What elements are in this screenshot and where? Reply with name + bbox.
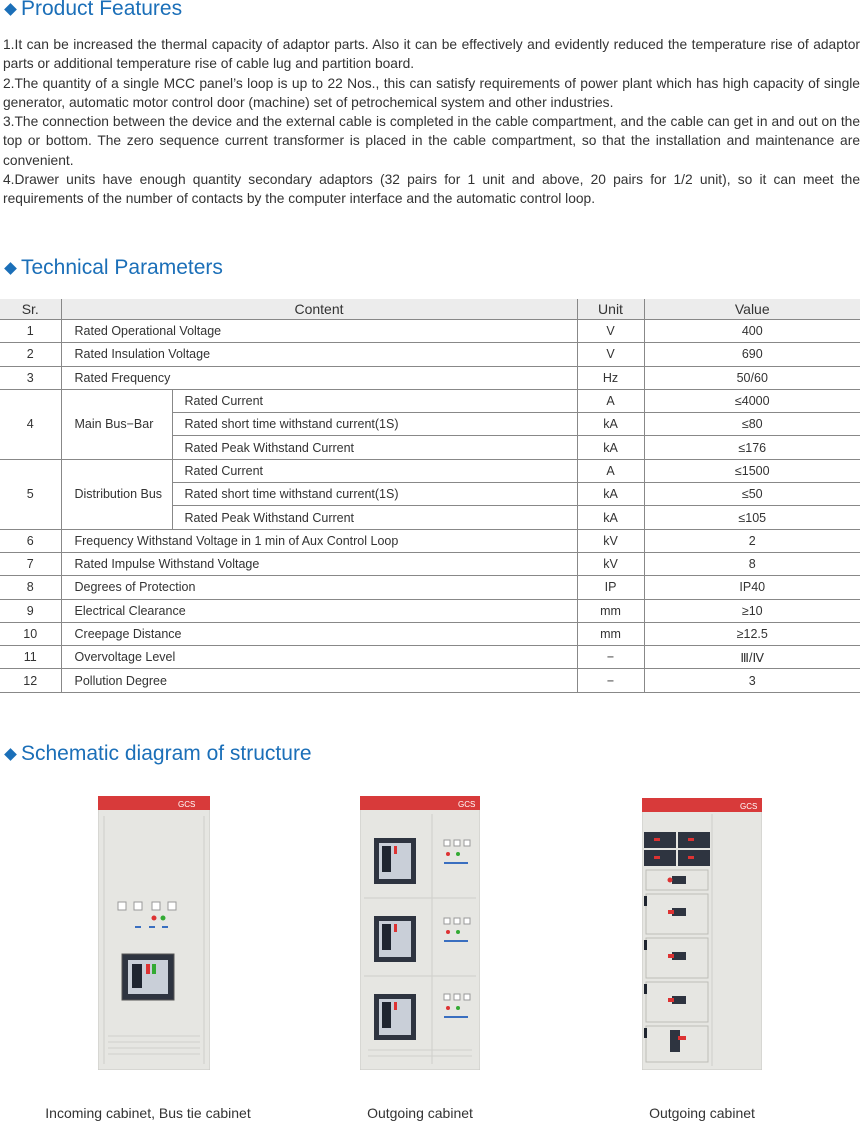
cell-content: Rated Peak Withstand Current xyxy=(172,436,577,459)
cell-value: ≤4000 xyxy=(644,389,860,412)
cabinet-brand-label: GCS xyxy=(178,800,196,809)
cell-value: 50/60 xyxy=(644,366,860,389)
table-header-row xyxy=(0,299,860,320)
table-row xyxy=(0,552,860,575)
cell-content: Rated Impulse Withstand Voltage xyxy=(61,552,577,575)
header-content: Content xyxy=(61,299,577,320)
cell-unit: mm xyxy=(577,599,644,622)
header-unit: Unit xyxy=(577,299,644,320)
cell-value: ≤105 xyxy=(644,506,860,529)
schematic-heading xyxy=(4,742,312,766)
table-row xyxy=(0,366,860,389)
cell-value: ≤1500 xyxy=(644,459,860,482)
cell-content: Rated Frequency xyxy=(61,366,577,389)
cell-sr: 9 xyxy=(0,599,61,622)
cell-content: Rated Operational Voltage xyxy=(61,320,577,343)
outgoing-drawer-cabinet-image xyxy=(642,798,762,1070)
table-row xyxy=(0,320,860,343)
cell-sr: 5 xyxy=(0,459,61,529)
cell-unit: kA xyxy=(577,506,644,529)
cell-unit: A xyxy=(577,389,644,412)
cell-group: Main Bus−Bar xyxy=(61,389,172,459)
table-row xyxy=(0,459,860,482)
cell-unit: kA xyxy=(577,436,644,459)
table-row xyxy=(0,576,860,599)
cell-value: ≤80 xyxy=(644,413,860,436)
cell-unit: kA xyxy=(577,413,644,436)
table-row xyxy=(0,389,860,412)
cell-unit: Hz xyxy=(577,366,644,389)
cell-group: Distribution Bus xyxy=(61,459,172,529)
cell-unit: kV xyxy=(577,552,644,575)
cell-unit: kA xyxy=(577,483,644,506)
cell-value: ≤50 xyxy=(644,483,860,506)
cell-value: 690 xyxy=(644,343,860,366)
incoming-cabinet-image xyxy=(98,796,210,1070)
cell-sr: 7 xyxy=(0,552,61,575)
cell-content: Rated Peak Withstand Current xyxy=(172,506,577,529)
schematic-title: Schematic diagram of structure xyxy=(21,742,312,765)
feature-item: 1.It can be increased the thermal capacity of adaptor parts. Also it can be effectively and evidently reduced the temperature rise of adaptor parts or additional temperature rise of cable lug and partition board. xyxy=(3,37,860,72)
caption-outgoing-cabinet: Outgoing cabinet xyxy=(649,1105,755,1121)
cell-unit: − xyxy=(577,669,644,692)
cell-value: 3 xyxy=(644,669,860,692)
caption-incoming-cabinet: Incoming cabinet, Bus tie cabinet xyxy=(45,1105,251,1121)
cell-content: Creepage Distance xyxy=(61,622,577,645)
cell-content: Rated short time withstand current(1S) xyxy=(172,483,577,506)
table-row xyxy=(0,529,860,552)
cell-unit: IP xyxy=(577,576,644,599)
features-heading xyxy=(4,0,182,21)
feature-item: 4.Drawer units have enough quantity secondary adaptors (32 pairs for 1 unit and above, 20 pairs for 1/2 unit), so it can meet the requirements of the number of contacts by the computer interface and the automatic control loop. xyxy=(3,172,860,207)
cabinet-brand-label: GCS xyxy=(740,802,758,811)
table-row xyxy=(0,669,860,692)
table-row xyxy=(0,622,860,645)
cell-value: IP40 xyxy=(644,576,860,599)
cell-content: Frequency Withstand Voltage in 1 min of Aux Control Loop xyxy=(61,529,577,552)
cell-sr: 10 xyxy=(0,622,61,645)
cell-sr: 3 xyxy=(0,366,61,389)
cell-content: Rated Current xyxy=(172,389,577,412)
cell-sr: 12 xyxy=(0,669,61,692)
cell-sr: 1 xyxy=(0,320,61,343)
feature-item: 3.The connection between the device and the external cable is completed in the cable compartment, and the cable can get in and out on the top or bottom. The zero sequence current transformer is placed in the cable compartment, so that the installation and maintenance are convenient. xyxy=(3,114,860,168)
cell-sr: 11 xyxy=(0,646,61,669)
technical-heading xyxy=(4,256,223,280)
diamond-bullet-icon xyxy=(4,3,17,16)
cell-unit: − xyxy=(577,646,644,669)
features-list xyxy=(3,35,860,209)
cell-sr: 4 xyxy=(0,389,61,459)
cell-content: Pollution Degree xyxy=(61,669,577,692)
outgoing-cabinet-image xyxy=(360,796,480,1070)
diamond-bullet-icon xyxy=(4,748,17,761)
cell-content: Rated Current xyxy=(172,459,577,482)
cell-value: 400 xyxy=(644,320,860,343)
cell-sr: 6 xyxy=(0,529,61,552)
cell-value: ≥12.5 xyxy=(644,622,860,645)
cell-content: Rated Insulation Voltage xyxy=(61,343,577,366)
cell-value: ≥10 xyxy=(644,599,860,622)
cell-unit: kV xyxy=(577,529,644,552)
cell-unit: A xyxy=(577,459,644,482)
feature-item: 2.The quantity of a single MCC panel’s loop is up to 22 Nos., this can satisfy requirements of power plant which has high capacity of single generator, automatic motor control door (machine) set of petrochemical system and other industries. xyxy=(3,75,860,110)
cell-sr: 8 xyxy=(0,576,61,599)
cell-value: 2 xyxy=(644,529,860,552)
cell-value: ≤176 xyxy=(644,436,860,459)
cell-content: Electrical Clearance xyxy=(61,599,577,622)
cell-unit: mm xyxy=(577,622,644,645)
cell-value: 8 xyxy=(644,552,860,575)
technical-title: Technical Parameters xyxy=(21,256,223,279)
cell-sr: 2 xyxy=(0,343,61,366)
table-row xyxy=(0,599,860,622)
header-value: Value xyxy=(644,299,860,320)
diamond-bullet-icon xyxy=(4,262,17,275)
caption-outgoing-cabinet: Outgoing cabinet xyxy=(367,1105,473,1121)
features-title: Product Features xyxy=(21,0,183,20)
cell-content: Degrees of Protection xyxy=(61,576,577,599)
table-row xyxy=(0,646,860,669)
cell-content: Overvoltage Level xyxy=(61,646,577,669)
cabinet-brand-label: GCS xyxy=(458,800,476,809)
cell-value: Ⅲ/Ⅳ xyxy=(644,646,860,669)
header-sr: Sr. xyxy=(0,299,61,320)
technical-parameters-table xyxy=(0,299,860,693)
table-row xyxy=(0,343,860,366)
cell-unit: V xyxy=(577,343,644,366)
cell-unit: V xyxy=(577,320,644,343)
cell-content: Rated short time withstand current(1S) xyxy=(172,413,577,436)
